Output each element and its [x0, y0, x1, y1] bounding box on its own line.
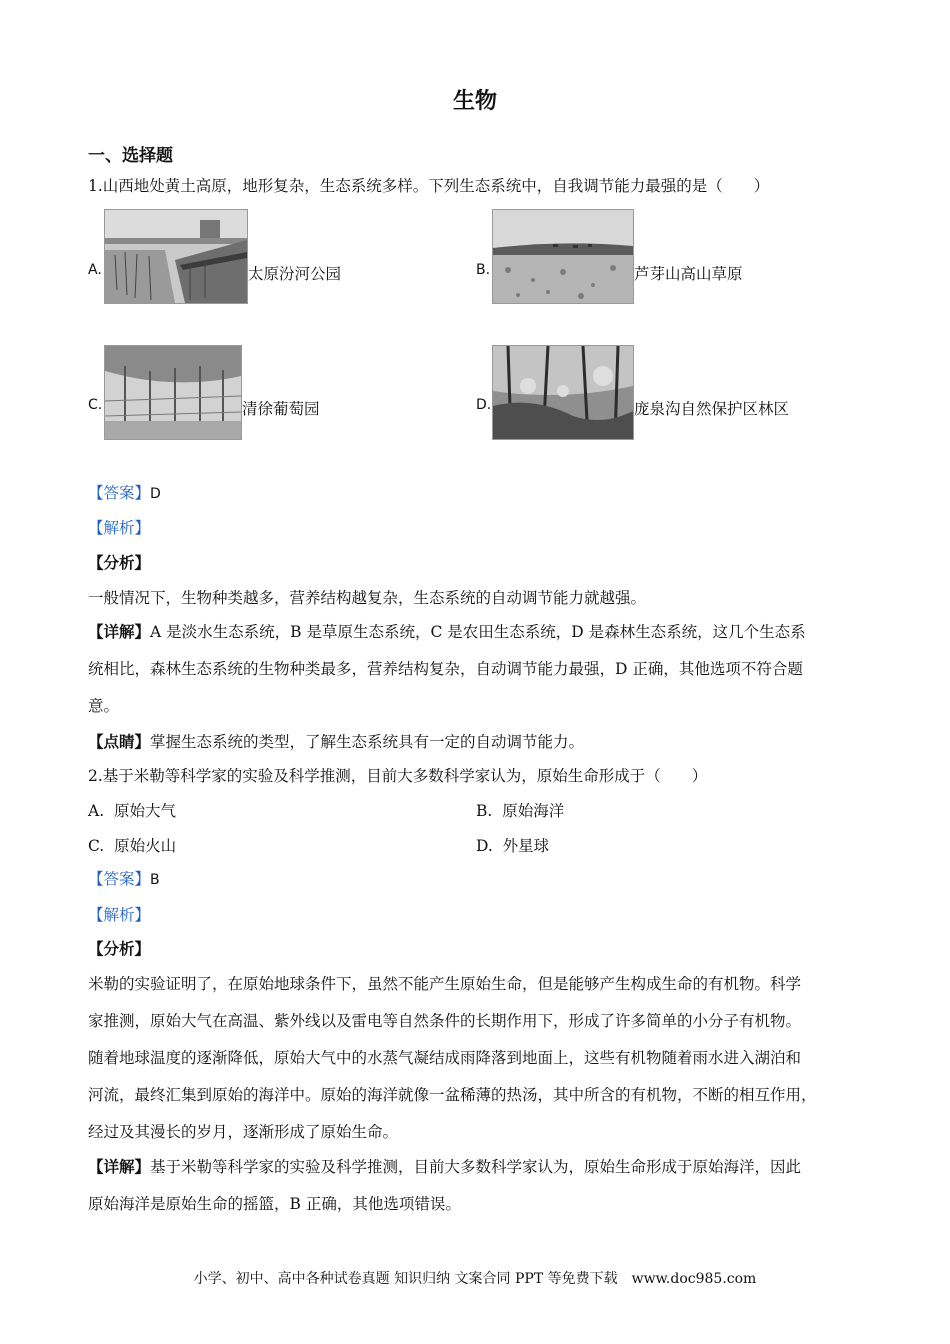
q2-option-a-letter: A. — [88, 802, 105, 820]
q2-detail-line-1 — [88, 1156, 801, 1178]
q1-option-a-label: 太原汾河公园 — [248, 265, 342, 283]
q2-fenxi-line-4: 河流，最终汇集到原始的海洋中。原始的海洋就像一盆稀薄的热汤，其中所含的有机物，不断的相互作用， — [88, 1086, 817, 1104]
q1-detail-line-2: 统相比，森林生态系统的生物种类最多，营养结构复杂，自动调节能力最强，D 正确，其他选项不符合题 — [88, 660, 803, 678]
q2-fenxi-tag: 【分析】 — [88, 939, 151, 958]
q2-option-c-letter: C. — [88, 837, 105, 855]
q1-option-b-letter: B. — [476, 262, 491, 278]
q1-analysis-tag: 【解析】 — [88, 519, 151, 537]
q2-answer-tag: 【答案】 — [88, 870, 151, 888]
q2-detail-text-1: 基于米勒等科学家的实验及科学推测，目前大多数科学家认为，原始生命形成于原始海洋，因此 — [150, 1158, 802, 1176]
q1-detail-line-1 — [88, 621, 806, 643]
q2-analysis-tag: 【解析】 — [88, 906, 151, 924]
q2-option-a-label: 原始大气 — [113, 802, 176, 820]
q2-option-d — [476, 835, 549, 857]
q1-answer-tag: 【答案】 — [88, 484, 151, 502]
q2-answer — [88, 868, 160, 891]
q1-option-c-label: 清徐葡萄园 — [242, 400, 320, 418]
q2-fenxi-line-1: 米勒的实验证明了，在原始地球条件下，虽然不能产生原始生命，但是能够产生构成生命的有机物。科学 — [88, 975, 802, 993]
q1-answer-value: D — [150, 486, 161, 502]
q1-option-a-letter: A. — [88, 262, 102, 278]
q2-option-a — [88, 800, 176, 822]
q2-stem: 2.基于米勒等科学家的实验及科学推测，目前大多数科学家认为，原始生命形成于（ ） — [88, 767, 708, 785]
q1-dianjing — [88, 731, 584, 753]
q1-option-b-photo — [492, 209, 634, 304]
q1-stem: 1.山西地处黄土高原，地形复杂，生态系统多样。下列生态系统中，自我调节能力最强的是（ ） — [88, 177, 770, 195]
q1-fenxi-tag: 【分析】 — [88, 553, 151, 572]
page-title: 生物 — [452, 89, 497, 114]
page-footer: 小学、初中、高中各种试卷真题 知识归纳 文案合同 PPT 等免费下载 www.doc985.com — [193, 1271, 757, 1287]
q2-option-b-label: 原始海洋 — [502, 802, 565, 820]
q2-fenxi-line-3: 随着地球温度的逐渐降低，原始大气中的水蒸气凝结成雨降落到地面上，这些有机物随着雨水进入湖泊和 — [88, 1049, 802, 1067]
q2-fenxi-line-5: 经过及其漫长的岁月，逐渐形成了原始生命。 — [88, 1123, 399, 1141]
q1-dianjing-text: 掌握生态系统的类型，了解生态系统具有一定的自动调节能力。 — [150, 733, 585, 751]
q1-answer — [88, 482, 161, 505]
q1-detail-text-1: A 是淡水生态系统，B 是草原生态系统，C 是农田生态系统，D 是森林生态系统，这几个生态系 — [150, 623, 806, 641]
q1-dianjing-tag: 【点睛】 — [88, 732, 151, 751]
q2-option-d-letter: D. — [476, 837, 493, 855]
q1-fenxi-text: 一般情况下，生物种类越多，营养结构越复杂，生态系统的自动调节能力就越强。 — [88, 589, 647, 607]
q1-option-d-photo — [492, 345, 634, 440]
q2-option-d-label: 外星球 — [502, 837, 550, 855]
q1-option-a-photo — [104, 209, 248, 304]
q1-option-c-letter: C. — [88, 397, 103, 413]
q2-option-c — [88, 835, 176, 857]
q2-detail-tag: 【详解】 — [88, 1157, 151, 1176]
q1-option-b-label: 芦芽山高山草原 — [634, 265, 743, 283]
q2-option-b-letter: B. — [476, 802, 493, 820]
q1-option-d-label: 庞泉沟自然保护区林区 — [634, 400, 790, 418]
section-heading: 一、选择题 — [88, 146, 173, 166]
q1-option-d-letter: D. — [476, 397, 492, 413]
q1-option-c-photo — [104, 345, 242, 440]
q1-detail-tag: 【详解】 — [88, 622, 151, 641]
q2-answer-value: B — [150, 872, 160, 888]
q2-option-b — [476, 800, 564, 822]
q2-fenxi-line-2: 家推测，原始大气在高温、紫外线以及雷电等自然条件的长期作用下，形成了许多简单的小分子有机物。 — [88, 1012, 802, 1030]
q2-detail-line-2: 原始海洋是原始生命的摇篮，B 正确，其他选项错误。 — [88, 1195, 461, 1213]
q1-detail-line-3: 意。 — [88, 697, 120, 715]
q2-option-c-label: 原始火山 — [114, 837, 177, 855]
